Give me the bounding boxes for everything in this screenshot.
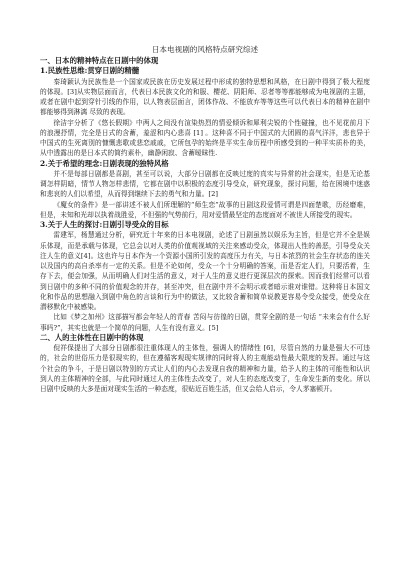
document-title: 日本电视剧的风格特点研究综述 <box>151 45 259 54</box>
subsection-heading: 3.关于人生的探讨:日剧引导受众的目标 <box>40 220 169 230</box>
paragraph: 《魔女的条件》是一部讲述不被人们所理解的“师生恋”故事的日剧这段爱情可谓是四面楚歌，历经磨难，但是，未知和光却以执着战胜爱，不但强的气势前行，用对爱情最坚定的态度面对不被世人所接受的现实。 <box>40 200 370 219</box>
paragraph: 秦琦颖认为民族性是一个国家或民族在历史发展过程中形成的独特思想和风格，在日剧中得到了极大程度的体现。[3]从实物层面而言，代表日本民族文化的和服、樱花、阴阳师、忍者等等都能够成为电视剧的主题，或者在剧中起到穿针引线的作用，以人物表层面言，团体作战、不能放弃等等这些可以代表日本的精神在剧中都能够得到淋漓 尽致的表现。 <box>40 77 370 117</box>
paragraph: 倪祥保提出了大部分日剧都很注重体现人的主体性，强调人的情绪性 [6]，尽管自然的力量是强大不可违的，社会的世俗压力是很现实的，但在遵循客观现实规律的同时将人的主观能动性最大限度的发挥。通过与这个社会的争斗，于是日剧以特别的方式让人们的内心去发现自我的精神和力量，给予人的主体的可能性和认识到人的主体精神的全部，与此同时通过人的主体性去改变了，对人生的态度改变了，生命发生新的变化。所以日剧中反映的大多是面对现实生活的一种态度，很贴近百姓生活，但又会给人启示，令人茅塞顿开。 <box>40 344 370 394</box>
subsection-heading: 1.民族性思维:贯穿日剧的精髓 <box>40 66 140 76</box>
paragraph: 雷建军，杨慧通过分析，研究近十年来的日本电视剧，论述了日剧虽然以娱乐为主旨，但是它并不全是娱乐体现，而是承载与体现，它总会以对人类的价值观视域的关注来感动受众，体现出人性的善恶，引导受众关注人生的意义[4]。这也许与日本作为一个资源小国所引发的高度压力有关，与日本浓烈的社会生存状态的连关以及国内的高自杀率有一定的关系。但是不论如何，受众一个十分明确的答案，而是否定人们，只要活着，生存下去，便会加强，从而明确人们对生活的意义，对于人生的意义进行更深层次的探索。因而我们经常可以看到日剧中的多种不同的价值观念的并存，甚至冲突，但在剧中并不会明示或者暗示谁对谁错。这种将日本国文化和作品的思想融入到剧中角色的言谈和行为中的做法，又比较含蓄和简单说教更容易令受众接受，使受众在潜移默化中被感染。 <box>40 231 370 312</box>
section-heading: 二、人的主体性在日剧中的体现 <box>40 332 144 342</box>
section-heading: 一、日本的精神特点在日剧中的体现 <box>40 56 159 65</box>
paragraph: 比如《梦之加州》这部描写都会年轻人的青春 苦闷与彷徨的日剧，贯穿全剧的是一句话 “未来会有什么好事吗?”，其实也就是一个简单的问题，人生有没有意义。[5] <box>40 313 370 332</box>
paragraph: 徐洁宇分析了《悠长假期》中两人之间没有渲染热烈的情爱倾诉和犀利尖锐的个性碰撞，也不见花前月下的浪漫抒情，完全是日式的含蓄，羞涩和内心悲喜 [1] 。这种喜不同于中国式的大团圆的喜气洋洋，悲也异于中国式的生死离别的慷慨悲歌或悲恋戚戚，它所包孕的始终是平实生命历程中所感受到的一种平实质朴的美，从中透露出的是日本式的简约素朴，幽静闲寂、含蓄暧昧性. <box>40 118 370 158</box>
subsection-heading: 2.关于希望的理念:日剧表现的独特风格 <box>40 158 169 168</box>
paragraph: 并不是每部日剧都是喜剧，甚至可以说，大部分日剧都在反映过度的真实与异常的社会现实，但是无论基调怎样阴暗，情节人物怎样悲情，它都在剧中以积极的态度引导受众，研究现象，探讨问题，给在困境中迷惑和悲哀的人们以希望，从而得到继续下去的勇气和力量。[2] <box>40 169 370 199</box>
